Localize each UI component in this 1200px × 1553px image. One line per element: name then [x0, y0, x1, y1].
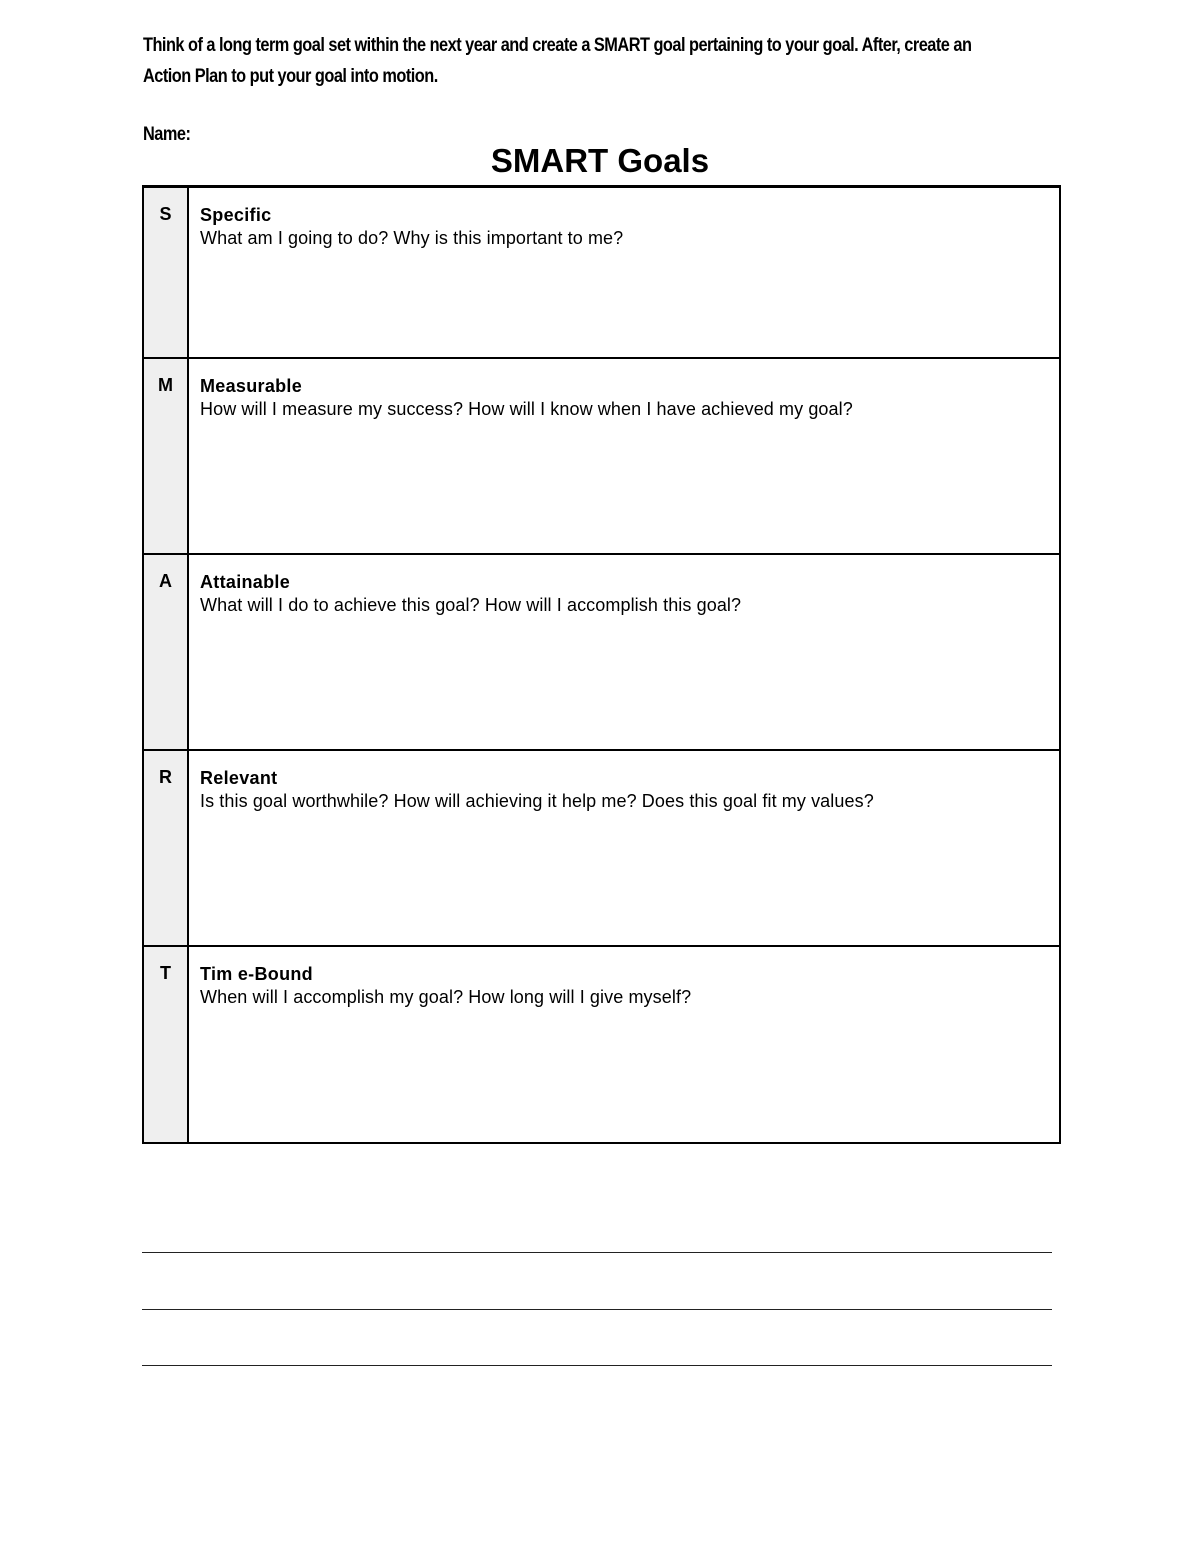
time-bound-question: When will I accomplish my goal? How long will I give myself?	[200, 987, 692, 1007]
specific-heading: Specific	[200, 205, 272, 225]
time-bound-heading: Tim e-Bound	[200, 964, 313, 984]
time-bound-answer-cell[interactable]	[189, 947, 1059, 1142]
instructions-line-1: Think of a long term goal set within the next year and create a SMART goal pertaining to your goal. After, create an	[143, 35, 972, 56]
relevant-answer-cell[interactable]	[189, 751, 1059, 945]
writing-line[interactable]	[142, 1309, 1052, 1310]
instructions-line-2: Action Plan to put your goal into motion.	[143, 66, 438, 87]
measurable-answer-cell[interactable]	[189, 359, 1059, 553]
smart-row-specific	[144, 188, 1059, 359]
smart-letter-r: R	[144, 751, 189, 945]
specific-question: What am I going to do? Why is this important to me?	[200, 228, 624, 248]
specific-answer-cell[interactable]	[189, 188, 1059, 357]
measurable-heading: Measurable	[200, 376, 303, 396]
smart-row-relevant	[144, 751, 1059, 947]
instructions-text	[143, 30, 1055, 92]
page-title: SMART Goals	[490, 142, 710, 179]
name-label: Name:	[143, 124, 191, 145]
smart-letter-a: A	[144, 555, 189, 749]
smart-goals-table	[142, 185, 1061, 1144]
attainable-question: What will I do to achieve this goal? How will I accomplish this goal?	[200, 595, 742, 615]
writing-line[interactable]	[142, 1365, 1052, 1366]
smart-row-time-bound	[144, 947, 1059, 1142]
writing-line[interactable]	[142, 1252, 1052, 1253]
attainable-heading: Attainable	[200, 572, 291, 592]
relevant-question: Is this goal worthwhile? How will achieving it help me? Does this goal fit my values?	[200, 791, 874, 811]
relevant-heading: Relevant	[200, 768, 278, 788]
attainable-answer-cell[interactable]	[189, 555, 1059, 749]
measurable-question: How will I measure my success? How will I know when I have achieved my goal?	[200, 399, 853, 419]
smart-letter-t: T	[144, 947, 189, 1142]
smart-row-measurable	[144, 359, 1059, 555]
smart-letter-m: M	[144, 359, 189, 553]
smart-letter-s: S	[144, 188, 189, 357]
smart-row-attainable	[144, 555, 1059, 751]
